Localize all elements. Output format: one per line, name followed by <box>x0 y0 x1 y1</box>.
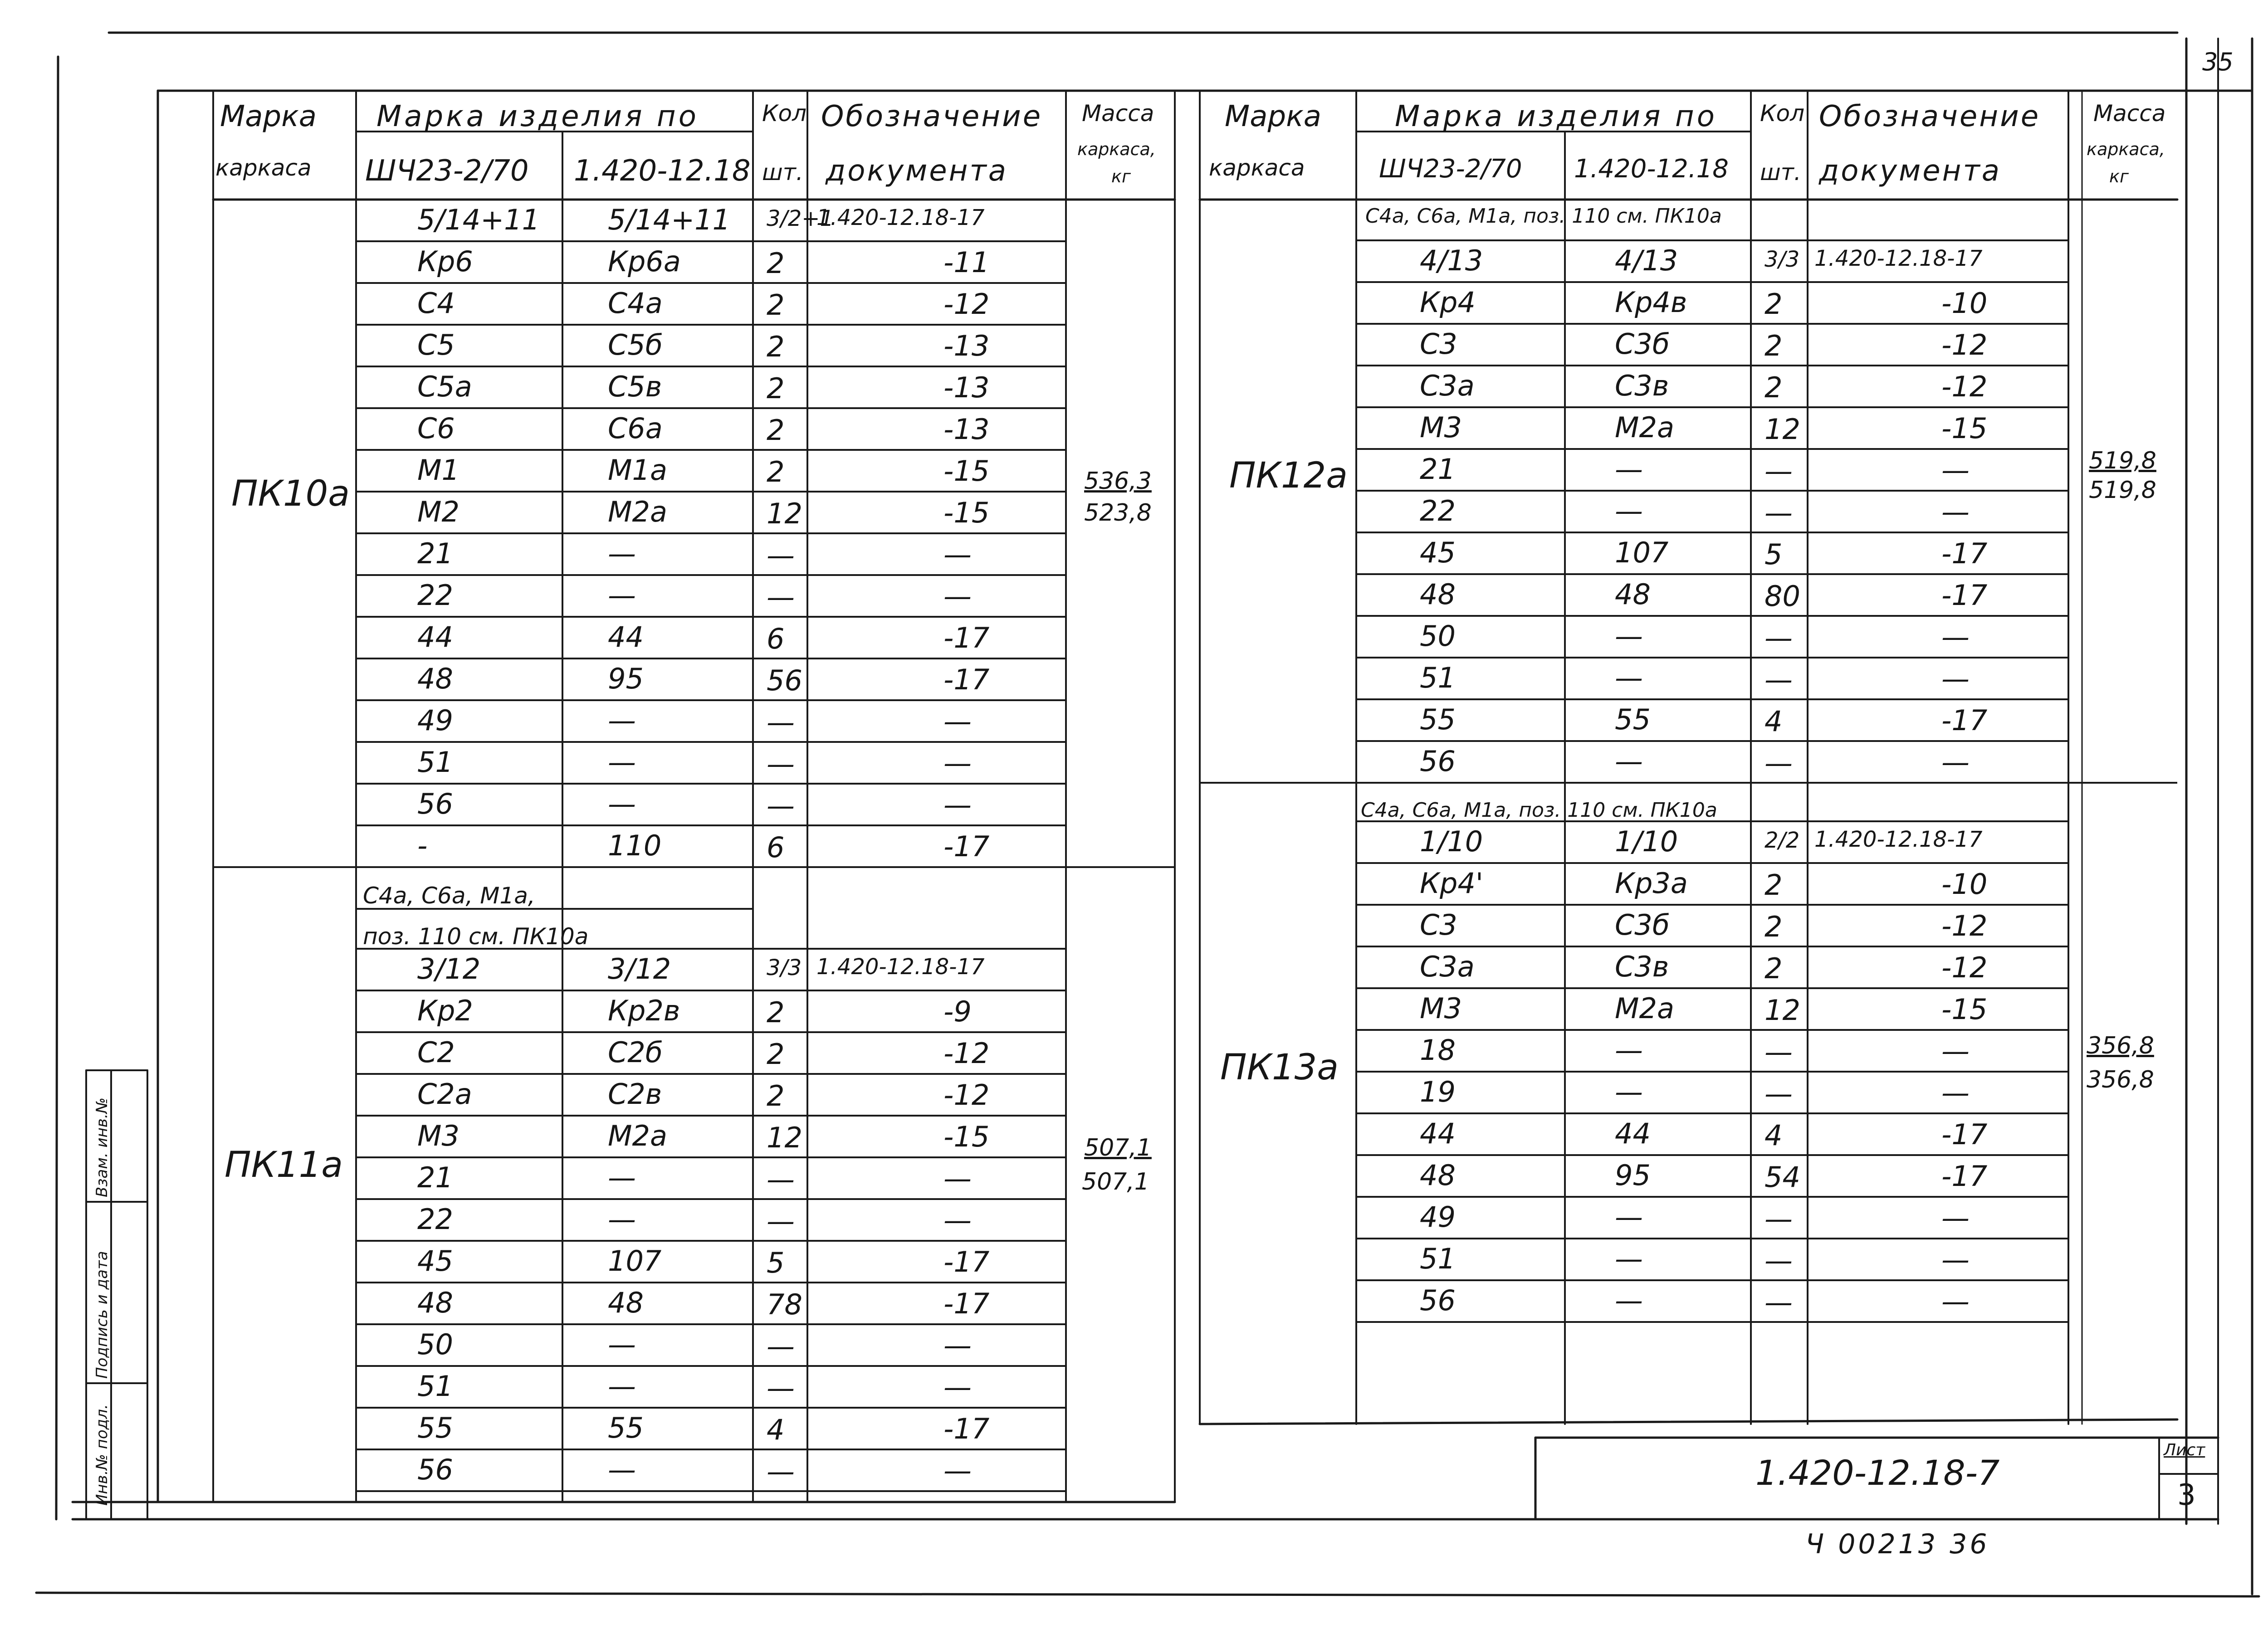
pk11a-row-col-doc: — <box>943 1162 972 1195</box>
pk12a-row-col-qty: — <box>1765 496 1793 529</box>
header-karkasa: каркаса <box>215 155 312 181</box>
mass-pk13a-bottom: 356,8 <box>2087 1066 2154 1093</box>
pk12a-row-col-doc: — <box>1941 662 1970 695</box>
header-marka-izdeliya: Марка изделия по <box>376 100 699 133</box>
pk10a-row-col-a: 49 <box>417 704 453 737</box>
pk12a-row-col-b: 4/13 <box>1615 244 1678 277</box>
pk12a-row-col-a: 22 <box>1420 494 1456 527</box>
pk10a-row-col-a: 21 <box>417 537 453 570</box>
pk10a-row-col-doc: -15 <box>943 454 990 488</box>
pk10a-row-col-doc: -13 <box>943 371 990 404</box>
pk10a-row-col-b: — <box>608 537 636 570</box>
pk13a-row-col-qty: 2 <box>1765 952 1783 985</box>
pk11a-row-col-a: 21 <box>417 1161 453 1194</box>
pk11a-row-col-doc: — <box>943 1329 972 1362</box>
pk11a-row-col-qty: 3/3 <box>767 955 802 980</box>
frame-mark-pk13a: ПК13а <box>1220 1047 1339 1088</box>
pk13a-row-col-b: Кр3а <box>1615 867 1688 900</box>
pk10a-row-col-b: 110 <box>608 829 662 862</box>
pk12a-row-col-doc: -17 <box>1941 579 1988 612</box>
pk11a-row-col-doc: -12 <box>943 1078 990 1112</box>
pk12a-row-col-qty: 2 <box>1765 329 1783 362</box>
pk10a-row-col-a: М1 <box>417 454 459 487</box>
pk11a-row-col-doc: -12 <box>943 1037 990 1070</box>
pk12a-row-col-qty: 2 <box>1765 371 1783 404</box>
pk12a-row-col-qty: 2 <box>1765 288 1783 321</box>
header-std1-r: ШЧ23-2/70 <box>1379 154 1522 184</box>
pk10a-row-col-qty: 2 <box>767 288 785 322</box>
pk13a-row-col-b: С3в <box>1615 950 1669 983</box>
pk12a-row-col-b: М2а <box>1615 411 1674 444</box>
pk10a-row-col-b: — <box>608 787 636 820</box>
note-pk11a-2: поз. 110 см. ПК10а <box>363 923 589 950</box>
pk11a-row-col-a: М3 <box>417 1119 459 1152</box>
pk11a-row-col-b: — <box>608 1161 636 1194</box>
stamp-inv-podl: Инв.№ подл. <box>93 1404 111 1506</box>
pk13a-row-col-qty: 12 <box>1765 994 1800 1027</box>
pk13a-row-col-qty: — <box>1765 1035 1793 1068</box>
pk11a-row-col-qty: 2 <box>767 1038 785 1071</box>
pk10a-row-col-a: - <box>417 829 428 862</box>
pk13a-row-col-b: — <box>1615 1284 1643 1317</box>
header-sht-r: шт. <box>1760 159 1801 185</box>
pk10a-row-col-a: 56 <box>417 787 453 820</box>
pk12a-row-col-qty: 80 <box>1765 580 1800 613</box>
pk11a-row-col-qty: 2 <box>767 1079 785 1112</box>
note-pk12a: С4а, С6а, М1а, поз. 110 см. ПК10а <box>1365 205 1722 228</box>
pk13a-row-col-doc: 1.420-12.18-17 <box>1814 827 1983 852</box>
stamp-podpis: Подпись и дата <box>93 1251 111 1379</box>
pk11a-row-col-b: С2б <box>608 1036 663 1069</box>
frame-mark-pk10a: ПК10а <box>231 473 350 514</box>
pk12a-row-col-b: 55 <box>1615 703 1651 736</box>
pk12a-row-col-doc: -15 <box>1941 412 1988 445</box>
archive-number: Ч 00213 36 <box>1805 1528 1990 1560</box>
pk11a-row-col-doc: -9 <box>943 995 972 1028</box>
pk10a-row-col-qty: 2 <box>767 247 785 280</box>
frame-mark-pk12a: ПК12а <box>1229 455 1348 496</box>
pk11a-row-col-b: 48 <box>608 1286 644 1319</box>
header-marka-r: Марка <box>1225 100 1321 133</box>
pk13a-row-col-qty: 2/2 <box>1765 828 1800 853</box>
pk12a-row-col-b: — <box>1615 619 1643 653</box>
pk10a-row-col-doc: — <box>943 746 972 780</box>
pk13a-row-col-b: 1/10 <box>1615 825 1678 858</box>
pk13a-row-col-a: С3а <box>1420 950 1475 983</box>
header-kg-r: кг <box>2109 166 2129 186</box>
pk10a-row-col-b: 44 <box>608 620 644 654</box>
pk11a-row-col-a: 22 <box>417 1203 453 1236</box>
pk12a-row-col-doc: — <box>1941 620 1970 654</box>
pk13a-row-col-qty: — <box>1765 1286 1793 1319</box>
header-marka: Марка <box>220 100 317 133</box>
pk11a-row-col-a: 55 <box>417 1411 453 1444</box>
pk11a-row-col-doc: 1.420-12.18-17 <box>816 954 985 980</box>
pk10a-row-col-qty: — <box>767 747 795 780</box>
pk10a-row-col-b: 95 <box>608 662 644 695</box>
pk13a-row-col-doc: -10 <box>1941 868 1988 901</box>
header-doc-r: документа <box>1819 154 2001 188</box>
pk10a-row-col-doc: — <box>943 705 972 738</box>
header-massa: Масса <box>1082 100 1154 127</box>
pk12a-row-col-a: 51 <box>1420 661 1456 694</box>
pk13a-row-col-b: 44 <box>1615 1117 1651 1150</box>
pk11a-row-col-a: 51 <box>417 1370 453 1403</box>
pk10a-row-col-doc: -11 <box>943 246 990 279</box>
pk12a-row-col-qty: 5 <box>1765 538 1783 571</box>
pk10a-row-col-doc: -13 <box>943 413 990 446</box>
pk11a-row-col-a: 50 <box>417 1328 453 1361</box>
note-pk13a: С4а, С6а, М1а, поз. 110 см. ПК10а <box>1361 799 1717 822</box>
pk13a-row-col-a: Кр4' <box>1420 867 1483 900</box>
mass-pk12a-bottom: 519,8 <box>2089 477 2156 504</box>
pk10a-row-col-b: — <box>608 704 636 737</box>
pk13a-row-col-a: 18 <box>1420 1034 1456 1067</box>
pk12a-row-col-qty: — <box>1765 621 1793 654</box>
pk13a-row-col-doc: — <box>1941 1076 1970 1109</box>
pk10a-row-col-doc: — <box>943 788 972 821</box>
pk11a-row-col-qty: — <box>767 1455 795 1488</box>
pk13a-row-col-qty: — <box>1765 1202 1793 1235</box>
pk11a-row-col-a: 56 <box>417 1453 453 1486</box>
pk12a-row-col-qty: 4 <box>1765 705 1783 738</box>
pk10a-row-col-qty: — <box>767 789 795 822</box>
pk11a-row-col-a: 3/12 <box>417 952 481 985</box>
frame-mark-pk11a: ПК11а <box>225 1145 343 1185</box>
pk11a-row-col-a: 48 <box>417 1286 453 1319</box>
pk10a-row-col-qty: 2 <box>767 414 785 447</box>
pk10a-row-col-doc: — <box>943 538 972 571</box>
pk10a-row-col-doc: -17 <box>943 663 990 696</box>
stamp-vzam: Взам. инв.№ <box>93 1097 111 1197</box>
pk12a-row-col-b: 107 <box>1615 536 1669 569</box>
pk12a-row-col-a: 21 <box>1420 453 1456 486</box>
pk11a-row-col-doc: — <box>943 1371 972 1404</box>
pk13a-row-col-a: М3 <box>1420 992 1462 1025</box>
pk11a-row-col-b: Кр2в <box>608 994 680 1027</box>
pk12a-row-col-doc: — <box>1941 746 1970 779</box>
pk13a-row-col-a: 44 <box>1420 1117 1456 1150</box>
pk10a-row-col-a: Кр6 <box>417 245 473 278</box>
pk10a-row-col-a: С6 <box>417 412 455 445</box>
pk10a-row-col-b: М2а <box>608 495 667 528</box>
pk13a-row-col-doc: -17 <box>1941 1118 1988 1151</box>
pk10a-row-col-a: 48 <box>417 662 453 695</box>
pk11a-row-col-b: 107 <box>608 1244 662 1278</box>
pk10a-row-col-doc: -15 <box>943 496 990 529</box>
pk11a-row-col-doc: -15 <box>943 1120 990 1153</box>
pk12a-row-col-a: 48 <box>1420 578 1456 611</box>
pk12a-row-col-a: 4/13 <box>1420 244 1483 277</box>
pk11a-row-col-qty: 5 <box>767 1246 785 1279</box>
pk11a-row-col-qty: — <box>767 1163 795 1196</box>
pk10a-row-col-qty: 56 <box>767 664 802 697</box>
pk11a-row-col-b: 3/12 <box>608 952 671 985</box>
mass-pk10a-top: 536,3 <box>1084 468 1152 495</box>
pk13a-row-col-doc: -12 <box>1941 909 1988 942</box>
pk10a-row-col-b: С5в <box>608 370 662 403</box>
header-sht: шт. <box>762 159 803 185</box>
pk13a-row-col-qty: — <box>1765 1077 1793 1110</box>
pk11a-row-col-qty: 12 <box>767 1121 802 1154</box>
pk10a-row-col-doc: — <box>943 580 972 613</box>
pk10a-row-col-a: М2 <box>417 495 459 528</box>
pk10a-row-col-qty: — <box>767 539 795 572</box>
pk12a-row-col-a: 55 <box>1420 703 1456 736</box>
pk12a-row-col-qty: — <box>1765 746 1793 780</box>
note-pk11a-1: С4а, С6а, М1а, <box>363 883 535 909</box>
page-corner-number: 35 <box>2202 48 2234 76</box>
pk13a-row-col-doc: -15 <box>1941 993 1988 1026</box>
header-marka-izdeliya-r: Марка изделия по <box>1395 100 1717 133</box>
pk12a-row-col-a: С3 <box>1420 327 1457 361</box>
pk11a-row-col-a: Кр2 <box>417 994 473 1027</box>
pk10a-row-col-a: 5/14+11 <box>417 203 540 236</box>
pk10a-row-col-a: С5 <box>417 328 455 361</box>
pk12a-row-col-a: 45 <box>1420 536 1456 569</box>
pk12a-row-col-b: — <box>1615 494 1643 527</box>
pk13a-row-col-doc: — <box>1941 1285 1970 1318</box>
drawing-code: 1.420-12.18-7 <box>1755 1453 2000 1493</box>
sheet-number: 3 <box>2177 1478 2196 1512</box>
pk12a-row-col-doc: -17 <box>1941 537 1988 570</box>
pk11a-row-col-a: С2 <box>417 1036 455 1069</box>
header-massa2: каркаса, <box>1077 139 1156 159</box>
pk10a-row-col-qty: 6 <box>767 831 785 864</box>
header-massa2-r: каркаса, <box>2087 139 2165 159</box>
pk11a-row-col-qty: 78 <box>767 1288 802 1321</box>
pk12a-row-col-qty: 12 <box>1765 413 1800 446</box>
pk13a-row-col-doc: — <box>1941 1034 1970 1068</box>
pk12a-row-col-b: С3б <box>1615 327 1670 361</box>
pk12a-row-col-a: 56 <box>1420 745 1456 778</box>
pk12a-row-col-doc: — <box>1941 454 1970 487</box>
pk12a-row-col-doc: -12 <box>1941 370 1988 403</box>
pk10a-row-col-qty: 2 <box>767 372 785 405</box>
pk13a-row-col-a: 51 <box>1420 1242 1456 1275</box>
pk12a-row-col-doc: -10 <box>1941 287 1988 320</box>
pk11a-row-col-b: — <box>608 1328 636 1361</box>
pk10a-row-col-b: М1а <box>608 454 667 487</box>
header-massa-r: Масса <box>2093 100 2166 127</box>
pk11a-row-col-doc: — <box>943 1454 972 1487</box>
pk11a-row-col-qty: — <box>767 1330 795 1363</box>
pk13a-row-col-a: С3 <box>1420 908 1457 941</box>
pk13a-row-col-a: 49 <box>1420 1200 1456 1234</box>
header-std1: ШЧ23-2/70 <box>365 154 529 188</box>
pk13a-row-col-b: — <box>1615 1242 1643 1275</box>
mass-pk11a-top: 507,1 <box>1084 1134 1152 1161</box>
pk11a-row-col-a: 45 <box>417 1244 453 1278</box>
pk13a-row-col-doc: -12 <box>1941 951 1988 984</box>
pk13a-row-col-qty: 54 <box>1765 1161 1800 1194</box>
pk13a-row-col-qty: 2 <box>1765 910 1783 943</box>
pk12a-row-col-qty: 3/3 <box>1765 247 1800 272</box>
pk11a-row-col-qty: — <box>767 1205 795 1238</box>
pk11a-row-col-b: С2в <box>608 1078 662 1111</box>
pk10a-row-col-b: 5/14+11 <box>608 203 731 236</box>
pk12a-row-col-b: Кр4в <box>1615 286 1687 319</box>
pk10a-row-col-qty: 6 <box>767 622 785 655</box>
pk12a-row-col-doc: -12 <box>1941 328 1988 361</box>
pk12a-row-col-a: С3а <box>1420 369 1475 402</box>
pk13a-row-col-b: — <box>1615 1200 1643 1234</box>
sheet-label: Лист <box>2164 1441 2205 1459</box>
pk12a-row-col-a: 50 <box>1420 619 1456 653</box>
pk11a-row-col-doc: -17 <box>943 1245 990 1278</box>
pk13a-row-col-b: С3б <box>1615 908 1670 941</box>
pk10a-row-col-b: — <box>608 579 636 612</box>
pk10a-row-col-doc: -17 <box>943 621 990 654</box>
pk11a-row-col-doc: -17 <box>943 1287 990 1320</box>
pk11a-row-col-b: — <box>608 1453 636 1486</box>
header-kol-r: Кол <box>1760 100 1805 127</box>
pk13a-row-col-doc: -17 <box>1941 1160 1988 1193</box>
pk12a-row-col-b: — <box>1615 745 1643 778</box>
pk12a-row-col-a: Кр4 <box>1420 286 1476 319</box>
pk10a-row-col-qty: 2 <box>767 455 785 488</box>
pk12a-row-col-b: — <box>1615 453 1643 486</box>
pk11a-row-col-a: С2а <box>417 1078 472 1111</box>
pk10a-row-col-qty: 2 <box>767 330 785 363</box>
header-karkasa-r: каркаса <box>1209 155 1305 181</box>
pk12a-row-col-doc: -17 <box>1941 704 1988 737</box>
header-doc: документа <box>826 154 1008 188</box>
pk12a-row-col-doc: — <box>1941 495 1970 528</box>
pk13a-row-col-b: — <box>1615 1075 1643 1108</box>
pk13a-row-col-b: 95 <box>1615 1159 1651 1192</box>
pk13a-row-col-qty: 4 <box>1765 1119 1783 1152</box>
pk13a-row-col-doc: — <box>1941 1243 1970 1276</box>
header-kg: кг <box>1111 166 1131 186</box>
pk11a-row-col-doc: -17 <box>943 1412 990 1445</box>
pk11a-row-col-b: — <box>608 1370 636 1403</box>
pk12a-row-col-qty: — <box>1765 454 1793 488</box>
mass-pk13a-top: 356,8 <box>2087 1032 2154 1059</box>
pk11a-row-col-b: М2а <box>608 1119 667 1152</box>
pk10a-row-col-doc: -12 <box>943 288 990 321</box>
pk13a-row-col-qty: — <box>1765 1244 1793 1277</box>
pk10a-row-col-a: С5а <box>417 370 472 403</box>
pk10a-row-col-a: 51 <box>417 746 453 779</box>
pk10a-row-col-doc: 1.420-12.18-17 <box>816 205 985 230</box>
pk10a-row-col-doc: -13 <box>943 329 990 362</box>
header-kol: Кол <box>762 100 807 127</box>
mass-pk12a-top: 519,8 <box>2089 447 2156 474</box>
header-std2-r: 1.420-12.18 <box>1574 154 1729 184</box>
header-std2: 1.420-12.18 <box>574 154 751 188</box>
pk12a-row-col-b: С3в <box>1615 369 1669 402</box>
pk10a-row-col-qty: — <box>767 580 795 614</box>
header-oboz-r: Обозначение <box>1819 100 2041 133</box>
pk10a-row-col-a: 44 <box>417 620 453 654</box>
pk12a-row-col-b: 48 <box>1615 578 1651 611</box>
pk11a-row-col-qty: 2 <box>767 996 785 1029</box>
pk11a-row-col-b: — <box>608 1203 636 1236</box>
pk13a-row-col-qty: 2 <box>1765 868 1783 902</box>
pk11a-row-col-doc: — <box>943 1204 972 1237</box>
pk10a-row-col-b: С6а <box>608 412 663 445</box>
pk10a-row-col-qty: 12 <box>767 497 802 530</box>
pk11a-row-col-qty: — <box>767 1371 795 1405</box>
pk11a-row-col-b: 55 <box>608 1411 644 1444</box>
pk12a-row-col-qty: — <box>1765 663 1793 696</box>
pk10a-row-col-a: С4 <box>417 287 455 320</box>
mass-pk11a-bottom: 507,1 <box>1082 1168 1149 1195</box>
pk10a-row-col-doc: -17 <box>943 830 990 863</box>
pk13a-row-col-b: М2а <box>1615 992 1674 1025</box>
pk10a-row-col-b: С4а <box>608 287 663 320</box>
pk10a-row-col-a: 22 <box>417 579 453 612</box>
mass-pk10a-bottom: 523,8 <box>1084 499 1152 527</box>
pk10a-row-col-b: С5б <box>608 328 663 361</box>
pk10a-row-col-qty: 3/2+1 <box>767 206 834 231</box>
pk10a-row-col-qty: — <box>767 706 795 739</box>
pk12a-row-col-a: М3 <box>1420 411 1462 444</box>
pk13a-row-col-a: 48 <box>1420 1159 1456 1192</box>
pk13a-row-col-a: 56 <box>1420 1284 1456 1317</box>
pk10a-row-col-b: Кр6а <box>608 245 681 278</box>
pk13a-row-col-a: 19 <box>1420 1075 1456 1108</box>
pk10a-row-col-b: — <box>608 746 636 779</box>
header-oboz: Обозначение <box>821 100 1043 133</box>
pk12a-row-col-doc: 1.420-12.18-17 <box>1814 246 1983 271</box>
pk12a-row-col-b: — <box>1615 661 1643 694</box>
pk13a-row-col-a: 1/10 <box>1420 825 1483 858</box>
pk13a-row-col-doc: — <box>1941 1201 1970 1234</box>
pk11a-row-col-qty: 4 <box>767 1413 785 1446</box>
pk13a-row-col-b: — <box>1615 1034 1643 1067</box>
